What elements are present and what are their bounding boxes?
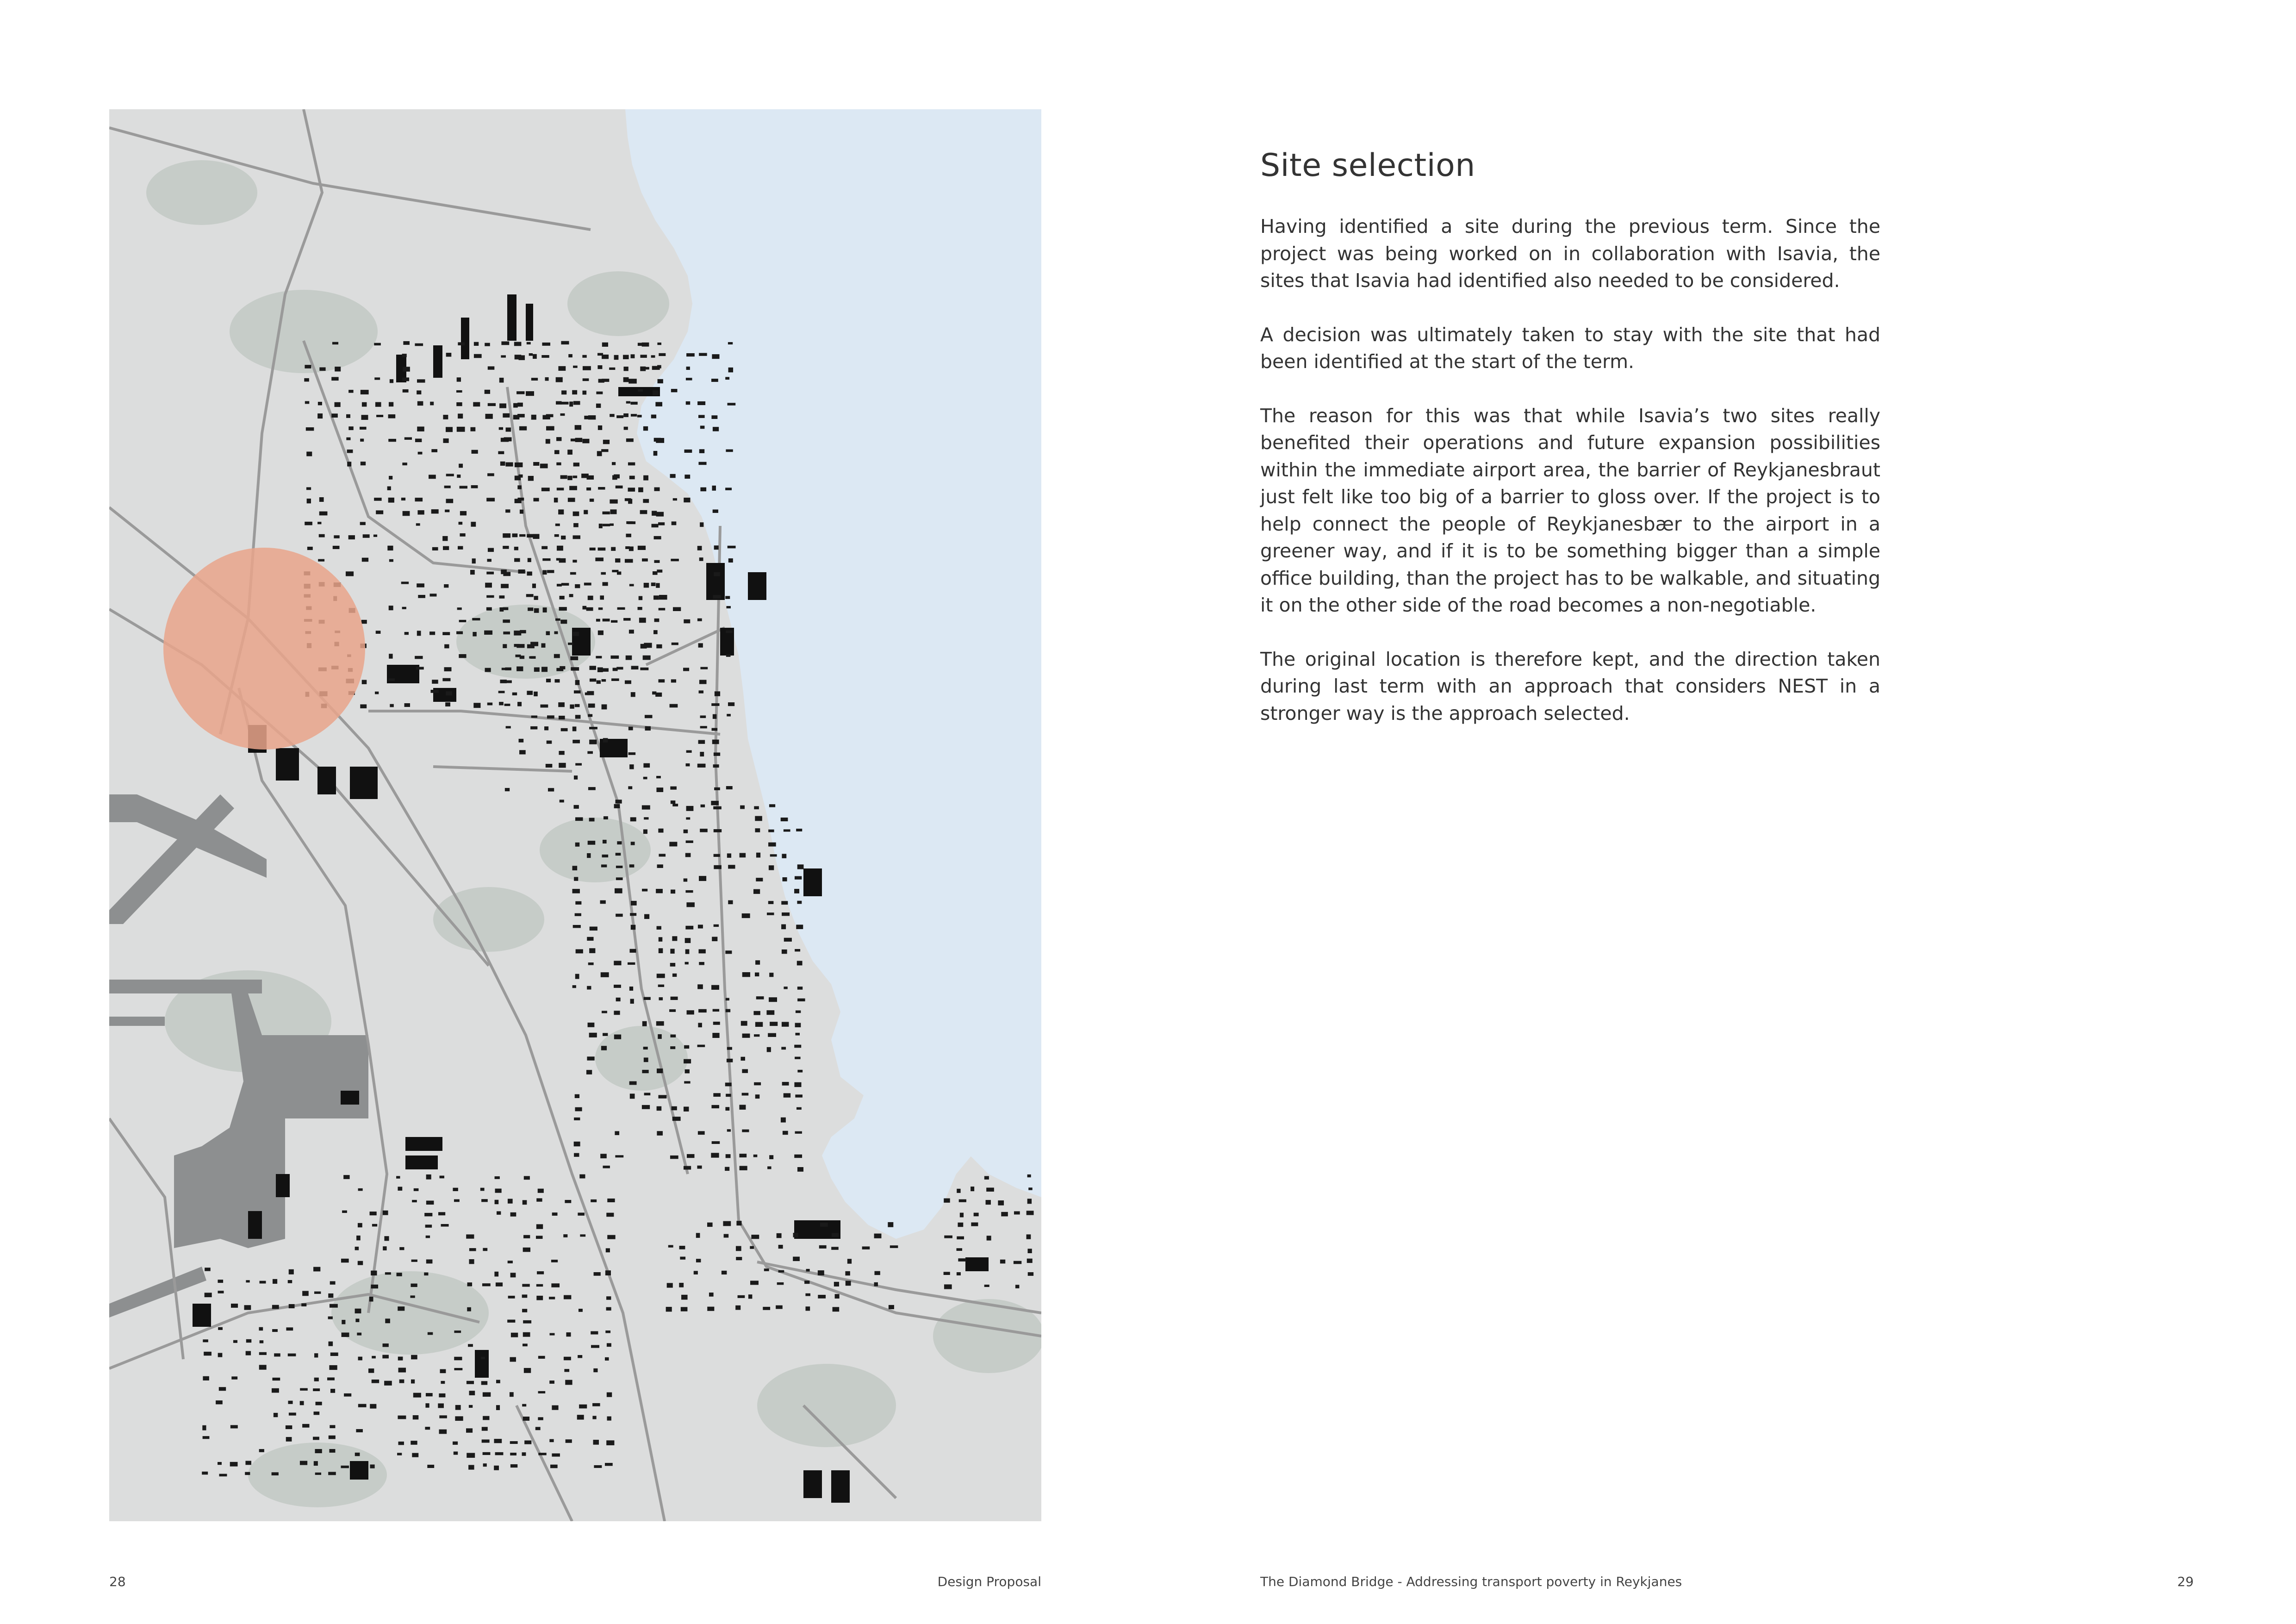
page-number-left: 28 (109, 1574, 126, 1589)
paragraph-2: A decision was ultimately taken to stay with the site that had been identified at the start of the term. (1260, 323, 1880, 373)
paragraph-3: The reason for this was that while Isavia’s two sites really benefited their operations and future expansion possibilities within the immediate airport area, the barrier of Reykjanesbraut just felt like too big of a barrier to gloss over. If the project is to help connect the people of Reykjanesbær to the airport in a greener way, and if it is to be something bigger than a simple office building, than the project has to be walkable, and situating it on the other side of the road becomes a non-negotiable. (1260, 404, 1880, 616)
section-name: Design Proposal (937, 1574, 1041, 1589)
paragraph-4: The original location is therefore kept, and the direction taken during last term with an approach that considers NEST in a stronger way is the approach selected. (1260, 648, 1880, 725)
page-title: Site selection (1260, 147, 1475, 184)
paragraph-1: Having identified a site during the previous term. Since the project was being worked on in collaboration with Isavia, the sites that Isavia had identified also needed to be considered. (1260, 215, 1880, 292)
page-number-right: 29 (2177, 1574, 2194, 1589)
body-text (1260, 213, 1880, 754)
document-title: The Diamond Bridge - Addressing transport poverty in Reykjanes (1260, 1574, 1682, 1589)
